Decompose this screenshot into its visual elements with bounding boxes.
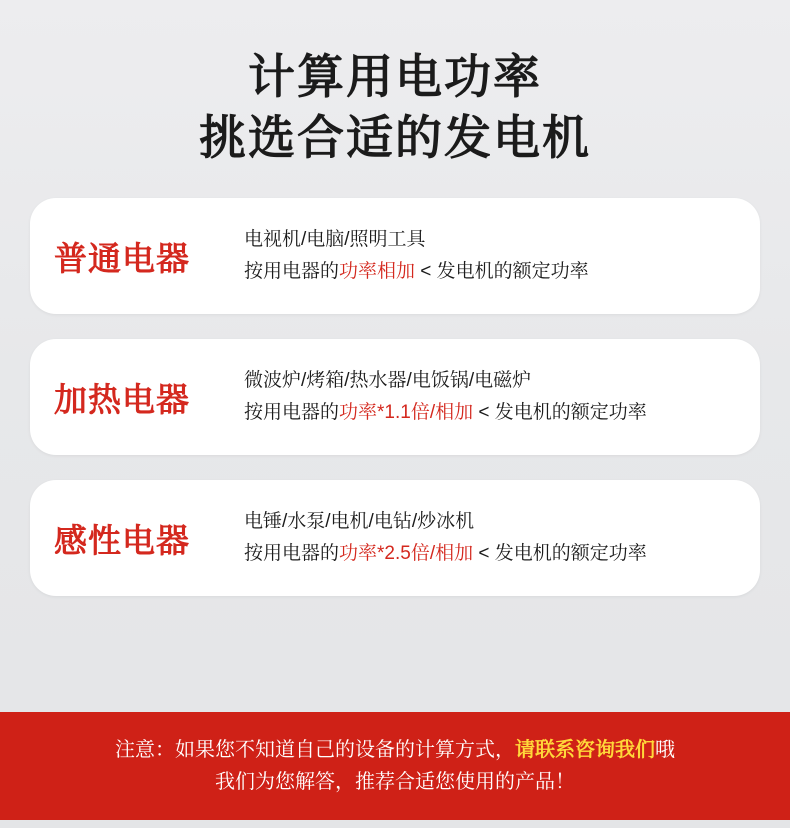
footer-line-1 bbox=[115, 738, 675, 762]
card-formula bbox=[244, 261, 742, 284]
formula-highlight: 功率相加 bbox=[339, 260, 416, 282]
footer-line-2: 我们为您解答，推荐合适您使用的产品！ bbox=[215, 771, 575, 793]
formula-highlight: 功率*2.5倍/相加 bbox=[339, 542, 474, 564]
bottom-strip bbox=[0, 820, 790, 828]
card-body bbox=[238, 370, 742, 425]
footer-contact-link[interactable]: 请联系咨询我们 bbox=[515, 739, 655, 761]
category-card-inductive bbox=[30, 480, 760, 596]
category-card-ordinary bbox=[30, 198, 760, 314]
footer-prefix: 注意：如果您不知道自己的设备的计算方式， bbox=[115, 739, 515, 761]
card-body bbox=[238, 511, 742, 566]
formula-prefix: 按用电器的 bbox=[244, 401, 340, 423]
card-devices: 电锤/水泵/电机/电钻/炒冰机 bbox=[244, 510, 475, 532]
formula-prefix: 按用电器的 bbox=[244, 260, 340, 282]
title-line-2: 挑选合适的发电机 bbox=[199, 111, 591, 165]
card-title: 普通电器 bbox=[54, 239, 190, 277]
category-card-heating bbox=[30, 339, 760, 455]
card-body bbox=[238, 229, 742, 284]
footer-notice bbox=[0, 712, 790, 820]
title-line-1: 计算用电功率 bbox=[248, 50, 542, 103]
formula-suffix: < 发电机的额定功率 bbox=[473, 542, 647, 564]
footer-suffix: 哦 bbox=[655, 739, 675, 761]
card-title: 加热电器 bbox=[54, 380, 190, 418]
page-title bbox=[0, 0, 790, 168]
card-devices: 电视机/电脑/照明工具 bbox=[244, 228, 426, 250]
card-formula bbox=[244, 543, 742, 566]
formula-highlight: 功率*1.1倍/相加 bbox=[339, 401, 474, 423]
card-title: 感性电器 bbox=[54, 521, 190, 559]
formula-suffix: < 发电机的额定功率 bbox=[473, 401, 647, 423]
card-devices: 微波炉/烤箱/热水器/电饭锅/电磁炉 bbox=[244, 369, 532, 391]
category-card-list bbox=[0, 168, 790, 684]
card-formula bbox=[244, 402, 742, 425]
formula-prefix: 按用电器的 bbox=[244, 542, 340, 564]
formula-suffix: < 发电机的额定功率 bbox=[415, 260, 589, 282]
